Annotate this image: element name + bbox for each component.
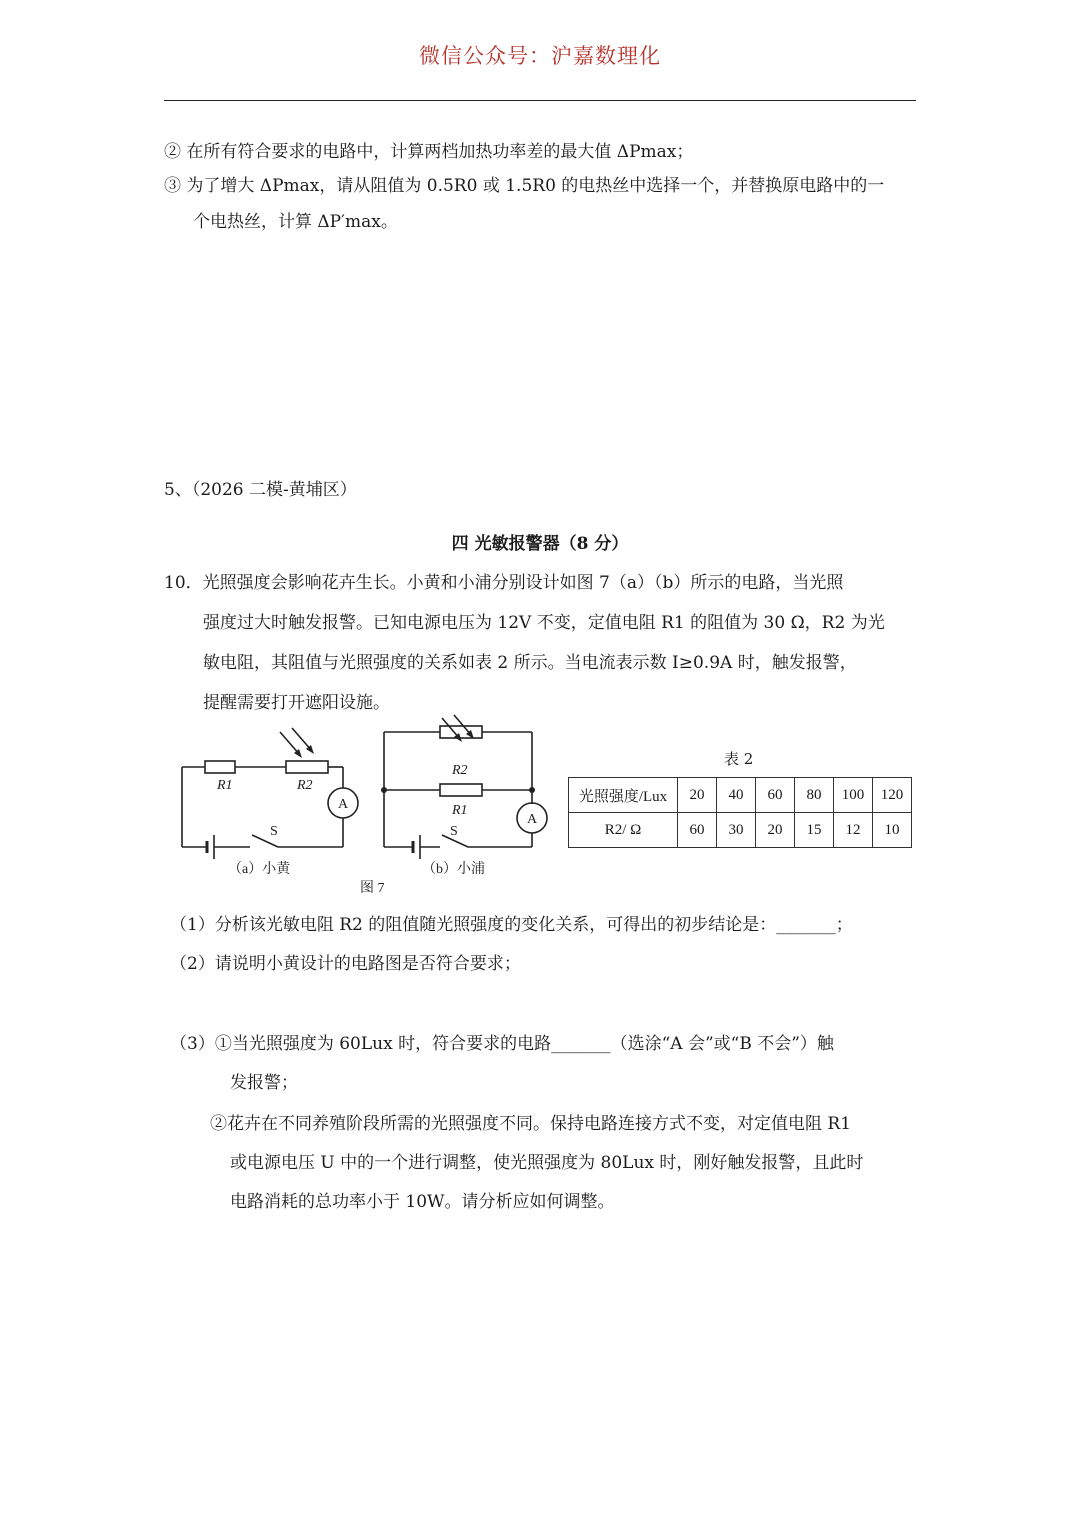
- table-caption: 表 2: [724, 750, 754, 768]
- figure-caption: 图 7: [360, 881, 385, 896]
- table-header-intensity: 光照强度/Lux: [569, 778, 678, 813]
- table-cell: 40: [717, 778, 756, 813]
- label-r2-a: R2: [297, 778, 313, 793]
- question-3-2-line1: ②花卉在不同养殖阶段所需的光照强度不同。保持电路连接方式不变，对定值电阻 R1: [210, 1114, 852, 1134]
- table-cell: 120: [873, 778, 912, 813]
- label-r1-b: R1: [452, 803, 468, 818]
- prev-question-3-line2: 个电热丝，计算 ΔP′max。: [193, 212, 398, 232]
- resistor-r1-b: [440, 784, 482, 796]
- caption-a: （a）小黄: [228, 862, 291, 877]
- table-cell: 12: [834, 813, 873, 848]
- prev-question-3-line1: ③ 为了增大 ΔPmax，请从阻值为 0.5R0 或 1.5R0 的电热丝中选择一个，并替换原电路中的一: [164, 176, 885, 196]
- table-cell: 60: [756, 778, 795, 813]
- table-cell: 60: [678, 813, 717, 848]
- stem-line-3: 敏电阻，其阻值与光照强度的关系如表 2 所示。当电流表示数 I≥0.9A 时，触发报警，: [203, 653, 857, 673]
- figure-7-circuits: [170, 712, 560, 902]
- circuit-b: [384, 715, 547, 859]
- table-cell: 15: [795, 813, 834, 848]
- stem-line-2: 强度过大时触发报警。已知电源电压为 12V 不变，定值电阻 R1 的阻值为 30 Ω，R2 为光: [203, 613, 885, 633]
- question-1: （1）分析该光敏电阻 R2 的阻值随光照强度的变化关系，可得出的初步结论是：_______；: [170, 915, 853, 935]
- stem-line-4: 提醒需要打开遮阳设施。: [203, 693, 390, 713]
- circuit-a: [182, 728, 358, 859]
- header-divider: [164, 100, 916, 101]
- table-cell: 20: [756, 813, 795, 848]
- question-3-2-line3: 电路消耗的总功率小于 10W。请分析应如何调整。: [230, 1192, 615, 1212]
- table-2: [568, 777, 912, 848]
- question-2: （2）请说明小黄设计的电路图是否符合要求；: [170, 954, 521, 974]
- resistor-r1-a: [205, 761, 235, 773]
- question-3-2-line2: 或电源电压 U 中的一个进行调整，使光照强度为 80Lux 时，刚好触发报警，且此时: [230, 1153, 864, 1173]
- table-row: [569, 813, 912, 848]
- label-switch-a: S: [270, 824, 278, 839]
- table-cell: 10: [873, 813, 912, 848]
- problem-source: 5、（2026 二模-黄埔区）: [164, 480, 357, 500]
- table-row: [569, 778, 912, 813]
- table-header-r2: R2/ Ω: [569, 813, 678, 848]
- section-title: 四 光敏报警器（8 分）: [451, 534, 629, 554]
- prev-question-2: ② 在所有符合要求的电路中，计算两档加热功率差的最大值 ΔPmax；: [164, 142, 694, 162]
- table-cell: 30: [717, 813, 756, 848]
- label-ammeter-a: A: [338, 797, 349, 812]
- label-switch-b: S: [450, 824, 458, 839]
- label-r1-a: R1: [217, 778, 233, 793]
- header-title: 微信公众号：沪嘉数理化: [419, 44, 661, 68]
- table-cell: 100: [834, 778, 873, 813]
- table-cell: 20: [678, 778, 717, 813]
- caption-b: （b）小浦: [422, 862, 485, 877]
- table-cell: 80: [795, 778, 834, 813]
- label-r2-b: R2: [452, 763, 468, 778]
- photoresistor-r2-b: [440, 726, 482, 738]
- photoresistor-r2-a: [286, 761, 328, 773]
- stem-line-1: 10．光照强度会影响花卉生长。小黄和小浦分别设计如图 7（a）（b）所示的电路，当光照: [164, 573, 844, 593]
- question-3-1-line1: （3）①当光照强度为 60Lux 时，符合要求的电路_______（选涂“A 会”或“B 不会”）触: [170, 1034, 834, 1054]
- question-3-1-line2: 发报警；: [230, 1073, 298, 1093]
- label-ammeter-b: A: [527, 812, 538, 827]
